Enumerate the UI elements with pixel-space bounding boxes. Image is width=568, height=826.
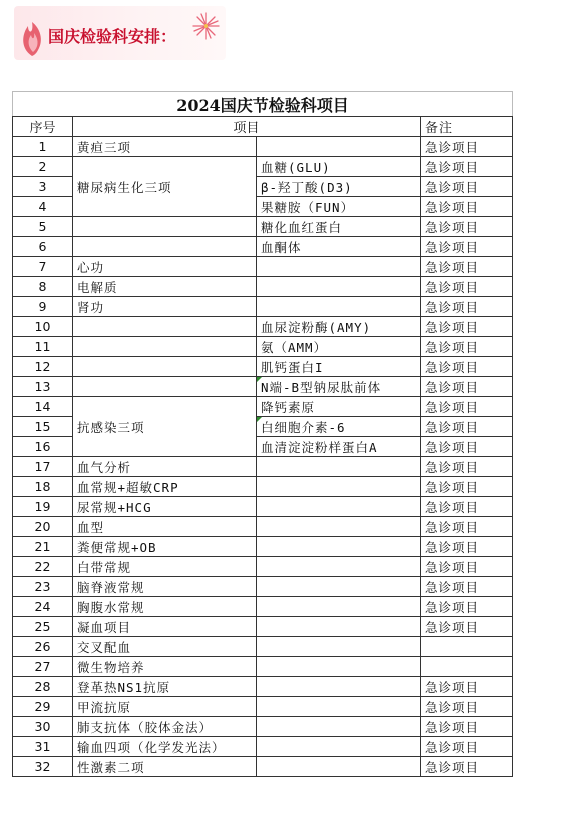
sub-item <box>257 517 421 537</box>
sub-item <box>257 657 421 677</box>
item-name: 脑脊液常规 <box>73 577 257 597</box>
note-cell: 急诊项目 <box>421 677 513 697</box>
item-name <box>73 357 257 377</box>
table-row <box>13 757 513 777</box>
title-row <box>13 92 513 117</box>
note-cell: 急诊项目 <box>421 617 513 637</box>
row-number: 32 <box>13 757 73 777</box>
sub-item <box>257 677 421 697</box>
note-cell: 急诊项目 <box>421 697 513 717</box>
row-number: 29 <box>13 697 73 717</box>
table-row <box>13 497 513 517</box>
row-number: 16 <box>13 437 73 457</box>
item-name: 胸腹水常规 <box>73 597 257 617</box>
table-row <box>13 357 513 377</box>
row-number: 21 <box>13 537 73 557</box>
note-cell <box>421 657 513 677</box>
note-cell: 急诊项目 <box>421 597 513 617</box>
item-name <box>73 377 257 397</box>
row-number: 11 <box>13 337 73 357</box>
note-cell: 急诊项目 <box>421 557 513 577</box>
row-number: 10 <box>13 317 73 337</box>
table-title: 2024国庆节检验科项目 <box>13 92 513 117</box>
note-cell: 急诊项目 <box>421 317 513 337</box>
note-cell: 急诊项目 <box>421 497 513 517</box>
note-cell <box>421 637 513 657</box>
sub-item: 白细胞介素-6 <box>257 417 421 437</box>
row-number: 30 <box>13 717 73 737</box>
row-number: 26 <box>13 637 73 657</box>
item-name: 黄疸三项 <box>73 137 257 157</box>
firework-icon <box>190 10 222 42</box>
row-number: 22 <box>13 557 73 577</box>
note-cell: 急诊项目 <box>421 257 513 277</box>
header-banner <box>14 6 226 60</box>
sub-item <box>257 537 421 557</box>
sub-item <box>257 737 421 757</box>
note-cell: 急诊项目 <box>421 177 513 197</box>
note-cell: 急诊项目 <box>421 517 513 537</box>
sub-item <box>257 257 421 277</box>
row-number: 27 <box>13 657 73 677</box>
row-number: 20 <box>13 517 73 537</box>
table-row <box>13 637 513 657</box>
lab-items-sheet <box>12 91 512 777</box>
sub-item: N端-B型钠尿肽前体 <box>257 377 421 397</box>
sub-item: 降钙素原 <box>257 397 421 417</box>
row-number: 6 <box>13 237 73 257</box>
sub-item <box>257 277 421 297</box>
row-number: 8 <box>13 277 73 297</box>
table-row <box>13 317 513 337</box>
sub-item: 血酮体 <box>257 237 421 257</box>
table-row <box>13 617 513 637</box>
row-number: 24 <box>13 597 73 617</box>
sub-item <box>257 497 421 517</box>
item-name: 血型 <box>73 517 257 537</box>
table-row <box>13 257 513 277</box>
row-number: 18 <box>13 477 73 497</box>
item-name: 性激素二项 <box>73 757 257 777</box>
note-cell: 急诊项目 <box>421 337 513 357</box>
sub-item <box>257 597 421 617</box>
sub-item <box>257 557 421 577</box>
table-row <box>13 517 513 537</box>
item-name: 甲流抗原 <box>73 697 257 717</box>
row-number: 1 <box>13 137 73 157</box>
note-cell: 急诊项目 <box>421 457 513 477</box>
note-cell: 急诊项目 <box>421 217 513 237</box>
sub-item <box>257 477 421 497</box>
item-name: 肾功 <box>73 297 257 317</box>
row-number: 17 <box>13 457 73 477</box>
table-row <box>13 157 513 177</box>
header-note: 备注 <box>421 117 513 137</box>
group-label: 糖尿病生化三项 <box>73 157 257 217</box>
sub-item: 血清淀淀粉样蛋白A <box>257 437 421 457</box>
row-number: 12 <box>13 357 73 377</box>
sub-item <box>257 297 421 317</box>
item-name <box>73 317 257 337</box>
item-name: 心功 <box>73 257 257 277</box>
item-name: 尿常规+HCG <box>73 497 257 517</box>
row-number: 9 <box>13 297 73 317</box>
item-name: 白带常规 <box>73 557 257 577</box>
item-name <box>73 237 257 257</box>
group-label: 抗感染三项 <box>73 397 257 457</box>
table-row <box>13 477 513 497</box>
lab-items-table <box>12 91 513 777</box>
table-row <box>13 337 513 357</box>
note-cell: 急诊项目 <box>421 537 513 557</box>
table-row <box>13 217 513 237</box>
note-cell: 急诊项目 <box>421 157 513 177</box>
note-cell: 急诊项目 <box>421 437 513 457</box>
sub-item <box>257 137 421 157</box>
table-row <box>13 137 513 157</box>
note-cell: 急诊项目 <box>421 717 513 737</box>
table-row <box>13 557 513 577</box>
sub-item <box>257 757 421 777</box>
table-row <box>13 577 513 597</box>
item-name: 凝血项目 <box>73 617 257 637</box>
row-number: 14 <box>13 397 73 417</box>
table-row <box>13 737 513 757</box>
note-cell: 急诊项目 <box>421 757 513 777</box>
header-row <box>13 117 513 137</box>
flame-icon <box>16 8 50 58</box>
table-row <box>13 277 513 297</box>
item-name: 登革热NS1抗原 <box>73 677 257 697</box>
sub-item: 血糖(GLU) <box>257 157 421 177</box>
header-no: 序号 <box>13 117 73 137</box>
item-name: 血常规+超敏CRP <box>73 477 257 497</box>
header-item: 项目 <box>73 117 421 137</box>
table-row <box>13 697 513 717</box>
sub-item: 肌钙蛋白I <box>257 357 421 377</box>
note-cell: 急诊项目 <box>421 417 513 437</box>
row-number: 3 <box>13 177 73 197</box>
note-cell: 急诊项目 <box>421 137 513 157</box>
item-name: 电解质 <box>73 277 257 297</box>
sub-item: β-羟丁酸(D3) <box>257 177 421 197</box>
row-number: 23 <box>13 577 73 597</box>
sub-item <box>257 577 421 597</box>
note-cell: 急诊项目 <box>421 377 513 397</box>
item-name: 肺支抗体（胶体金法） <box>73 717 257 737</box>
table-row <box>13 297 513 317</box>
sub-item: 糖化血红蛋白 <box>257 217 421 237</box>
note-cell: 急诊项目 <box>421 357 513 377</box>
table-row <box>13 597 513 617</box>
table-row <box>13 717 513 737</box>
sub-item <box>257 457 421 477</box>
item-name: 微生物培养 <box>73 657 257 677</box>
sub-item: 血尿淀粉酶(AMY) <box>257 317 421 337</box>
table-row <box>13 677 513 697</box>
table-row <box>13 237 513 257</box>
item-name <box>73 217 257 237</box>
sub-item <box>257 617 421 637</box>
table-row <box>13 397 513 417</box>
note-cell: 急诊项目 <box>421 737 513 757</box>
note-cell: 急诊项目 <box>421 477 513 497</box>
note-cell: 急诊项目 <box>421 277 513 297</box>
note-cell: 急诊项目 <box>421 197 513 217</box>
note-cell: 急诊项目 <box>421 577 513 597</box>
sub-item: 氨（AMM） <box>257 337 421 357</box>
row-number: 2 <box>13 157 73 177</box>
row-number: 4 <box>13 197 73 217</box>
sub-item: 果糖胺（FUN） <box>257 197 421 217</box>
note-cell: 急诊项目 <box>421 237 513 257</box>
row-number: 5 <box>13 217 73 237</box>
sub-item <box>257 697 421 717</box>
banner-title: 国庆检验科安排： <box>48 27 177 46</box>
sub-item <box>257 717 421 737</box>
row-number: 7 <box>13 257 73 277</box>
row-number: 31 <box>13 737 73 757</box>
row-number: 15 <box>13 417 73 437</box>
sub-item <box>257 637 421 657</box>
row-number: 19 <box>13 497 73 517</box>
row-number: 28 <box>13 677 73 697</box>
table-row <box>13 537 513 557</box>
item-name: 粪便常规+OB <box>73 537 257 557</box>
note-cell: 急诊项目 <box>421 397 513 417</box>
row-number: 13 <box>13 377 73 397</box>
table-row <box>13 657 513 677</box>
item-name: 血气分析 <box>73 457 257 477</box>
table-row <box>13 457 513 477</box>
table-row <box>13 377 513 397</box>
note-cell: 急诊项目 <box>421 297 513 317</box>
row-number: 25 <box>13 617 73 637</box>
item-name: 输血四项（化学发光法） <box>73 737 257 757</box>
item-name: 交叉配血 <box>73 637 257 657</box>
item-name <box>73 337 257 357</box>
